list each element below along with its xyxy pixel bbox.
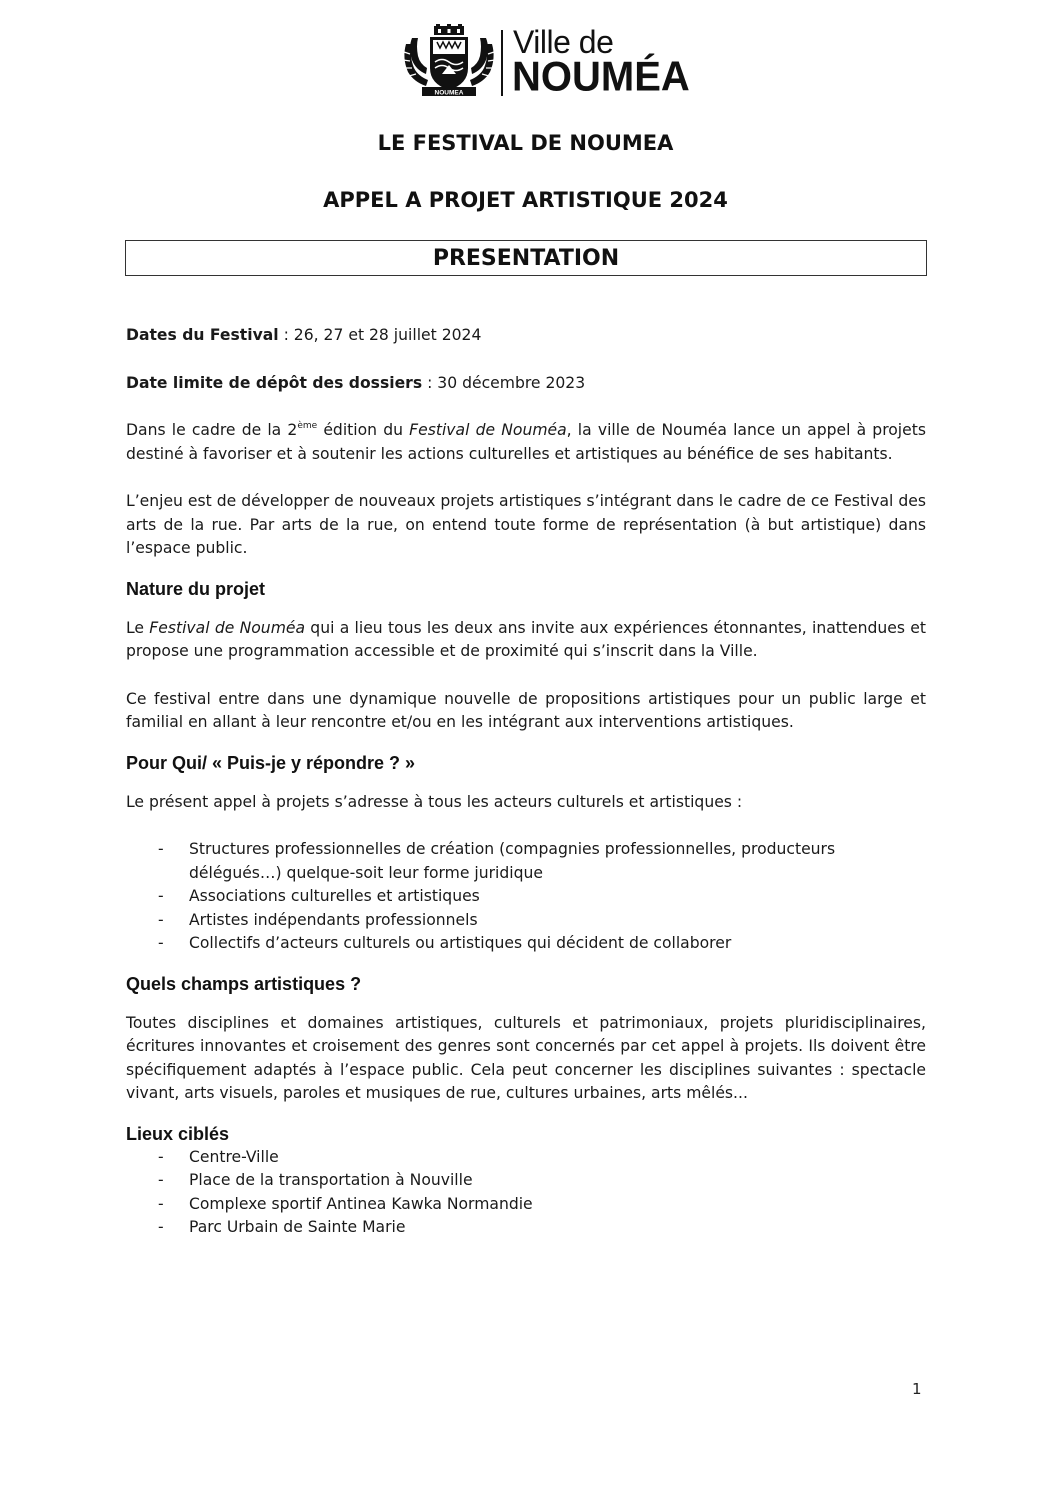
intro-paragraph-1 — [126, 419, 926, 466]
city-logo — [400, 24, 690, 101]
intro-festival-name: Festival de Nouméa — [409, 421, 567, 439]
champs-paragraph: Toutes disciplines et domaines artistiques, culturels et patrimoniaux, projets pluridisciplinaires, écritures innovantes et croisement des genres sont concernés par cet appel à projets. Ils doivent être spécifiquement adaptés à l’espace public. Cela peut concerner les disciplines suivantes : spectacle vivant, arts visuels, paroles et musiques de rue, cultures urbaines, arts mêlés... — [126, 1013, 926, 1102]
nature-text-a: Le — [126, 618, 150, 637]
list-item: - Artistes indépendants professionnels — [126, 909, 926, 933]
festival-dates-label: Dates du Festival — [126, 326, 279, 344]
document-title: LE FESTIVAL DE NOUMEA — [377, 131, 674, 155]
deadline-label: Date limite de dépôt des dossiers — [126, 373, 423, 392]
list-item: - Collectifs d’acteurs culturels ou artistiques qui décident de collaborer — [126, 932, 926, 956]
nature-paragraph-1 — [126, 617, 926, 664]
pour-qui-list — [126, 838, 926, 956]
logo-divider — [501, 30, 503, 96]
list-item: - Structures professionnelles de création (compagnies professionnelles, producteurs délégués…) quelque-soit leur forme juridique — [126, 838, 926, 885]
deadline — [126, 372, 926, 396]
nature-paragraph-2: Ce festival entre dans une dynamique nouvelle de propositions artistiques pour un public large et familial en allant à leur rencontre et/ou en les intégrant aux interventions artistiques. — [126, 689, 926, 731]
list-item: - Place de la transportation à Nouville — [126, 1169, 926, 1193]
intro-text-b: édition du — [317, 421, 410, 439]
lieux-list — [126, 1146, 926, 1240]
nature-festival-name: Festival de Nouméa — [149, 618, 306, 637]
page-number: 1 — [912, 1380, 922, 1398]
pour-qui-intro: Le présent appel à projets s’adresse à tous les acteurs culturels et artistiques : — [126, 792, 743, 811]
deadline-value: : 30 décembre 2023 — [422, 373, 586, 392]
city-crest-icon — [400, 24, 498, 98]
crest-banner-text: NOUMEA — [434, 89, 464, 97]
list-item: - Complexe sportif Antinea Kawka Normandie — [126, 1193, 926, 1217]
heading-nature: Nature du projet — [126, 578, 266, 599]
nature-text-b: qui a lieu tous les deux ans invite aux expériences étonnantes, inattendues et propose une programmation accessible et de proximité qui s’inscrit dans la Ville. — [126, 618, 926, 660]
intro-paragraph-2: L’enjeu est de développer de nouveaux projets artistiques s’intégrant dans le cadre de ce Festival des arts de la rue. Par arts de la rue, on entend toute forme de représentation (à but artistique) dans l’espace public. — [126, 492, 926, 557]
intro-superscript: ème — [297, 421, 318, 431]
document-body — [126, 324, 926, 1240]
festival-dates-value: : 26, 27 et 28 juillet 2024 — [278, 326, 482, 344]
heading-pour-qui: Pour Qui/ « Puis-je y répondre ? » — [126, 752, 416, 773]
presentation-box: PRESENTATION — [125, 240, 927, 276]
document-subtitle: APPEL A PROJET ARTISTIQUE 2024 — [323, 188, 728, 212]
festival-dates — [126, 324, 926, 348]
intro-text-a: Dans le cadre de la 2 — [126, 421, 298, 439]
list-item: - Centre-Ville — [126, 1146, 926, 1170]
logo-ville-de: Ville de — [513, 24, 614, 60]
intro-text-c: , la ville de Nouméa lance un appel à projets destiné à favoriser et à soutenir les actions culturelles et artistiques au bénéfice de ses habitants. — [126, 421, 926, 463]
list-item: - Parc Urbain de Sainte Marie — [126, 1216, 926, 1240]
heading-lieux: Lieux ciblés — [126, 1123, 230, 1144]
heading-champs: Quels champs artistiques ? — [126, 973, 362, 994]
logo-noumea: NOUMÉA — [512, 53, 690, 101]
list-item: - Associations culturelles et artistiques — [126, 885, 926, 909]
